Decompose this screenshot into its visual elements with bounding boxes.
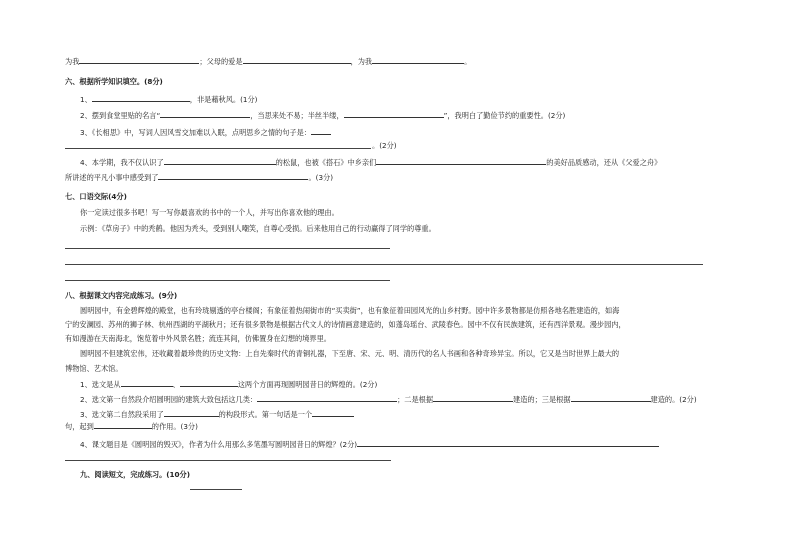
sec6-q3-end: 。(2分) [372, 141, 397, 150]
sec6-q4-cont: 所讲述的平凡小事中感受到了 。(3分) [65, 173, 334, 182]
sec6-q3: 3、《长相思》中，写词人因风雪交加难以入眠，点明思乡之情的句子是： [80, 127, 331, 137]
answer-line[interactable] [65, 460, 391, 461]
blank[interactable] [372, 56, 464, 64]
answer-line[interactable] [190, 489, 242, 490]
blank[interactable] [357, 439, 659, 447]
blank[interactable] [433, 394, 513, 402]
blank[interactable] [571, 394, 651, 402]
blank[interactable] [312, 409, 354, 417]
sec8-q3-cont: 句，起到 的作用。(3分) [65, 422, 198, 431]
section-7-title: 七、口语交际(4分) [65, 192, 127, 201]
blank[interactable] [243, 56, 351, 64]
sec8-q3: 3、选文第二自然段采用了 的构段形式。第一句话是一个 [80, 409, 354, 419]
section-6-title: 六、根据所学知识填空。(8分) [65, 77, 163, 86]
answer-line[interactable] [65, 264, 703, 265]
passage-line: 宁的安澜园、苏州的狮子林、杭州西湖的平湖秋月；还有很多景物是根据古代文人的诗情画意建造的，如蓬岛瑶台、武陵春色。园中不仅有民族建筑，还有西洋景观。漫步园内， [65, 320, 626, 329]
sec7-example: 示例：《草房子》中的秃鹤。他因为秃头，受到别人嘲笑，自尊心受损。后来他用自己的行动赢得了同学的尊重。 [80, 224, 436, 233]
sec8-q2: 2、选文第一自然段介绍圆明园的建筑大致包括这几类： ；二是根据 建造的；三是根据 建造的。(2分) [80, 395, 697, 404]
sec6-q2: 2、摆到食堂里贴的名言“ ，当思来处不易；半丝半缕， ”，我明白了勤俭节约的重要性。(2分) [80, 111, 566, 120]
passage-line: 博物馆、艺术馆。 [65, 364, 123, 373]
blank[interactable] [79, 56, 199, 64]
blank[interactable] [376, 157, 546, 165]
answer-line[interactable] [65, 280, 390, 281]
top-fill-line: 为我 ；父母的爱是 ，为我 。 [65, 57, 472, 66]
blank[interactable] [164, 157, 276, 165]
sec6-q4: 4、本学期，我不仅认识了 的松鼠，也被《搭石》中乡亲们 的美好品质感动，还从《父爱之舟》 [80, 158, 662, 167]
blank[interactable] [311, 127, 331, 135]
blank[interactable] [180, 379, 238, 387]
blank[interactable] [160, 110, 250, 118]
answer-line[interactable] [65, 148, 371, 149]
section-9-title: 九、阅读短文，完成练习。(10分) [80, 470, 191, 479]
sec6-q1: 1、 ，非是藉秋风。(1分) [80, 95, 258, 104]
passage-line: 圆明园中，有金碧辉煌的殿堂，也有玲珑剔透的亭台楼阁；有象征着热闹街市的“买卖街”，也有象征着田园风光的山乡村野。园中许多景物都是仿照各地名胜建造的，如海 [80, 306, 620, 315]
blank[interactable] [257, 394, 397, 402]
sec8-q4: 4、课文题目是《圆明园的毁灭》，作者为什么用那么多笔墨写圆明园昔日的辉煌？(2分) [80, 439, 659, 449]
blank[interactable] [158, 172, 308, 180]
blank[interactable] [344, 110, 444, 118]
section-8-title: 八、根据课文内容完成练习。(9分) [65, 291, 178, 300]
sec8-q1: 1、选文是从 、 这两个方面再现圆明园昔日的辉煌的。(2分) [80, 380, 378, 389]
answer-line[interactable] [65, 248, 390, 249]
passage-line: 圆明园不但建筑宏伟，还收藏着最珍贵的历史文物：上自先秦时代的青铜礼器，下至唐、宋、元、明、清历代的名人书画和各种奇珍异宝。所以，它又是当时世界上最大的 [80, 349, 620, 358]
passage-line: 有如漫游在天南海北，饱览着中外风景名胜；流连其间，仿佛置身在幻想的境界里。 [65, 334, 331, 343]
blank[interactable] [92, 94, 190, 102]
blank[interactable] [121, 379, 173, 387]
sec7-prompt: 你一定读过很多书吧！写一写你最喜欢的书中的一个人，并写出你喜欢他的理由。 [80, 208, 339, 217]
blank[interactable] [94, 421, 152, 429]
blank[interactable] [164, 409, 219, 417]
